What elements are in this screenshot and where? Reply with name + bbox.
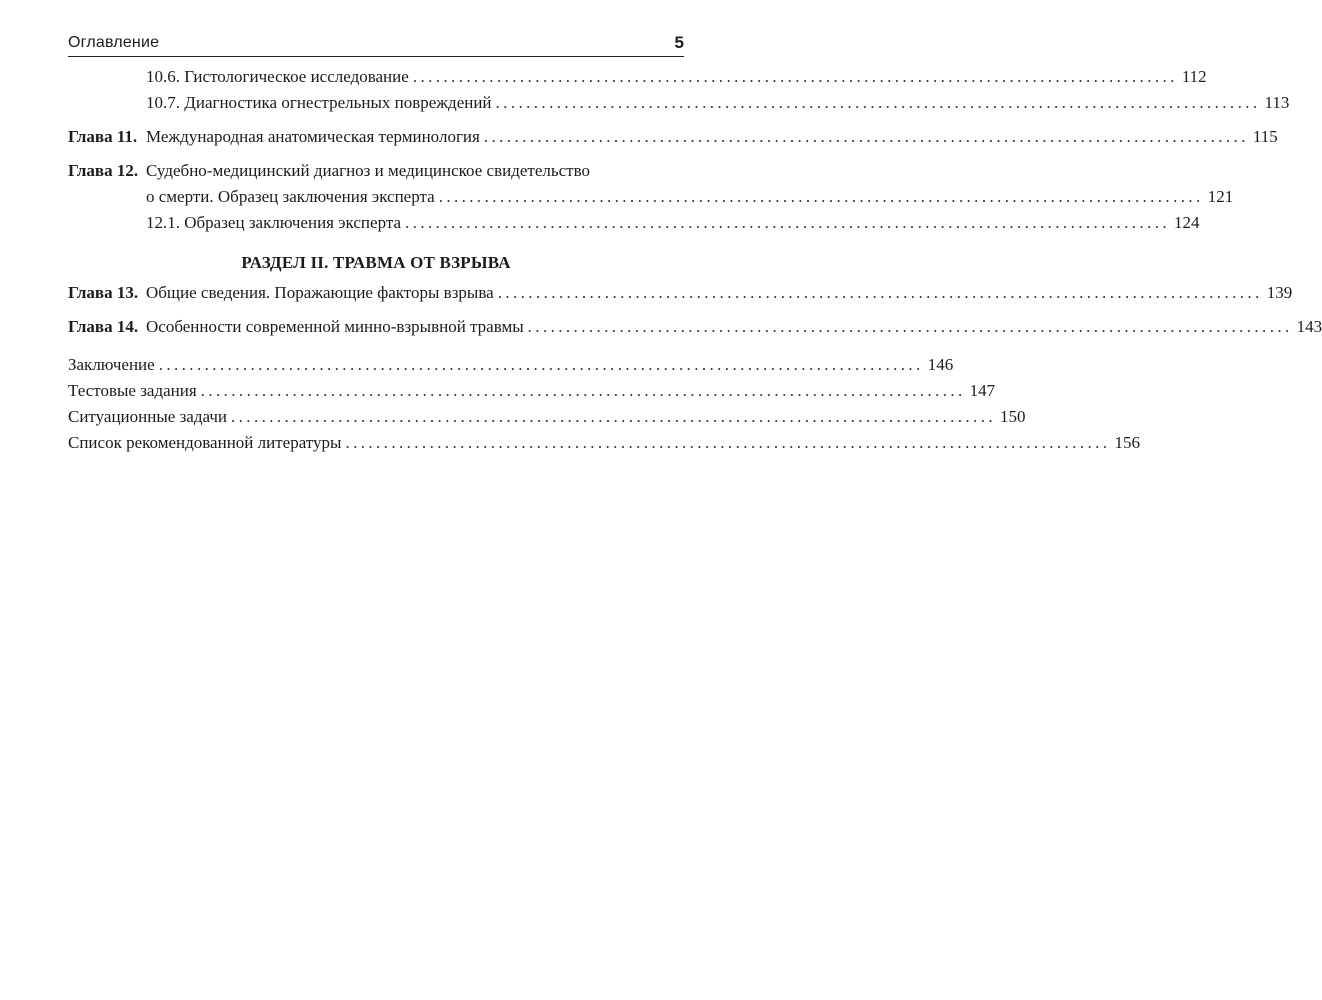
- toc-entry-page: 156: [1114, 433, 1140, 452]
- dot-leader: ....................................................................................................: [158, 355, 924, 374]
- dot-leader: ....................................................................................................: [495, 93, 1261, 112]
- header-title: Оглавление: [68, 34, 160, 51]
- chapter-prefix: Глава 11.: [68, 127, 138, 146]
- toc-entry-page: 121: [1207, 187, 1234, 206]
- toc-entry-references[interactable]: [68, 430, 1140, 456]
- dot-leader: ....................................................................................................: [438, 187, 1204, 206]
- toc-entry-10-7[interactable]: [68, 90, 1290, 116]
- toc-entry-title: Международная анатомическая терминология: [146, 127, 480, 146]
- toc-entry-title: Список рекомендованной литературы: [68, 433, 342, 452]
- toc-entry-12-1[interactable]: [68, 210, 1200, 236]
- toc-entry-title: 12.1. Образец заключения эксперта: [146, 213, 402, 232]
- toc-entry-chapter-14[interactable]: [68, 314, 1322, 340]
- toc-entry-page: 112: [1181, 67, 1207, 86]
- toc-entry-page: 124: [1174, 213, 1200, 232]
- toc-entry-chapter-11[interactable]: [68, 124, 1278, 150]
- toc-entry-page: 139: [1266, 283, 1293, 302]
- toc-entry-title: 10.7. Диагностика огнестрельных повреждений: [146, 93, 492, 112]
- toc-entry-page: 147: [969, 381, 996, 400]
- toc-entry-title: Заключение: [68, 355, 155, 374]
- toc-entry-title: Тестовые задания: [68, 381, 197, 400]
- section-heading: РАЗДЕЛ II. ТРАВМА ОТ ВЗРЫВА: [241, 253, 511, 272]
- chapter-prefix: Глава 13.: [68, 283, 139, 302]
- toc-entry-title: Особенности современной минно-взрывной травмы: [146, 317, 524, 336]
- chapter-prefix: Глава 12.: [68, 161, 139, 180]
- dot-leader: ....................................................................................................: [345, 433, 1111, 452]
- header-page-number: 5: [674, 33, 684, 52]
- toc-entry-title-line1: Судебно-медицинский диагноз и медицинское свидетельство: [146, 161, 591, 180]
- toc-entry-title: Ситуационные задачи: [68, 407, 227, 426]
- toc-entry-tests[interactable]: [68, 378, 996, 404]
- toc-entry-title: Общие сведения. Поражающие факторы взрыва: [146, 283, 494, 302]
- dot-leader: ....................................................................................................: [231, 407, 996, 426]
- dot-leader: ....................................................................................................: [483, 127, 1249, 146]
- table-of-contents: [68, 64, 1322, 456]
- dot-leader: ....................................................................................................: [200, 381, 966, 400]
- toc-entry-chapter-12[interactable]: [68, 158, 1234, 210]
- toc-entry-case-tasks[interactable]: [68, 404, 1026, 430]
- dot-leader: ....................................................................................................: [497, 283, 1263, 302]
- dot-leader: ....................................................................................................: [412, 67, 1178, 86]
- toc-entry-page: 143: [1296, 317, 1322, 336]
- toc-entry-page: 150: [1000, 407, 1026, 426]
- toc-entry-page: 146: [927, 355, 954, 374]
- chapter-prefix: Глава 14.: [68, 317, 139, 336]
- toc-entry-page: 113: [1264, 93, 1290, 112]
- toc-entry-title: 10.6. Гистологическое исследование: [146, 67, 409, 86]
- toc-entry-page: 115: [1252, 127, 1278, 146]
- toc-entry-title-line2: о смерти. Образец заключения эксперта: [146, 187, 435, 206]
- dot-leader: ....................................................................................................: [527, 317, 1293, 336]
- toc-entry-chapter-13[interactable]: [68, 280, 1293, 306]
- toc-entry-10-6[interactable]: [68, 64, 1207, 90]
- dot-leader: ....................................................................................................: [405, 213, 1171, 232]
- running-header: [68, 32, 684, 57]
- toc-entry-conclusion[interactable]: [68, 352, 954, 378]
